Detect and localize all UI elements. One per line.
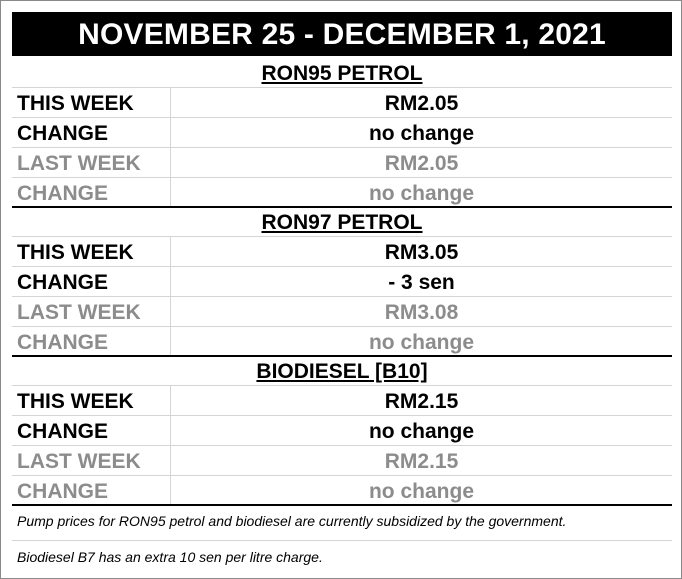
table-row bbox=[12, 88, 672, 118]
row-value: no change bbox=[368, 420, 474, 443]
table-row bbox=[12, 386, 672, 416]
row-label: THIS WEEK bbox=[12, 237, 171, 266]
page-title: NOVEMBER 25 - DECEMBER 1, 2021 bbox=[12, 12, 672, 56]
row-value: - 3 sen bbox=[388, 271, 455, 294]
row-label: THIS WEEK bbox=[12, 386, 171, 415]
row-label: CHANGE bbox=[12, 476, 171, 504]
row-label: LAST WEEK bbox=[12, 297, 171, 326]
table-row bbox=[12, 297, 672, 327]
table-row bbox=[12, 416, 672, 446]
row-value: RM2.05 bbox=[384, 152, 459, 175]
row-label: THIS WEEK bbox=[12, 88, 171, 117]
row-label: CHANGE bbox=[12, 178, 171, 206]
table-row bbox=[12, 446, 672, 476]
row-label: CHANGE bbox=[12, 327, 171, 355]
row-value: RM3.05 bbox=[384, 241, 459, 264]
row-value: no change bbox=[368, 182, 474, 205]
row-value: RM2.15 bbox=[384, 390, 459, 413]
row-value: RM2.05 bbox=[384, 92, 459, 115]
table-row bbox=[12, 148, 672, 178]
table-row bbox=[12, 118, 672, 148]
row-value: no change bbox=[368, 331, 474, 354]
fuel-price-table bbox=[12, 59, 672, 506]
section-header-ron95: RON95 PETROL bbox=[12, 59, 672, 88]
table-row bbox=[12, 327, 672, 357]
section-header-ron97: RON97 PETROL bbox=[12, 208, 672, 237]
section-header-biodiesel: BIODIESEL [B10] bbox=[12, 357, 672, 386]
subsidy-note: Pump prices for RON95 petrol and biodiesel are currently subsidized by the government. bbox=[12, 501, 672, 541]
row-label: LAST WEEK bbox=[12, 446, 171, 475]
table-row bbox=[12, 237, 672, 267]
row-label: LAST WEEK bbox=[12, 148, 171, 177]
row-value: no change bbox=[368, 122, 474, 145]
row-label: CHANGE bbox=[12, 416, 171, 445]
table-row bbox=[12, 267, 672, 297]
row-value: RM3.08 bbox=[384, 301, 459, 324]
row-value: no change bbox=[368, 480, 474, 503]
table-row bbox=[12, 178, 672, 208]
row-label: CHANGE bbox=[12, 118, 171, 147]
row-label: CHANGE bbox=[12, 267, 171, 296]
row-value: RM2.15 bbox=[384, 450, 459, 473]
biodiesel-b7-note: Biodiesel B7 has an extra 10 sen per litre charge. bbox=[17, 549, 323, 565]
